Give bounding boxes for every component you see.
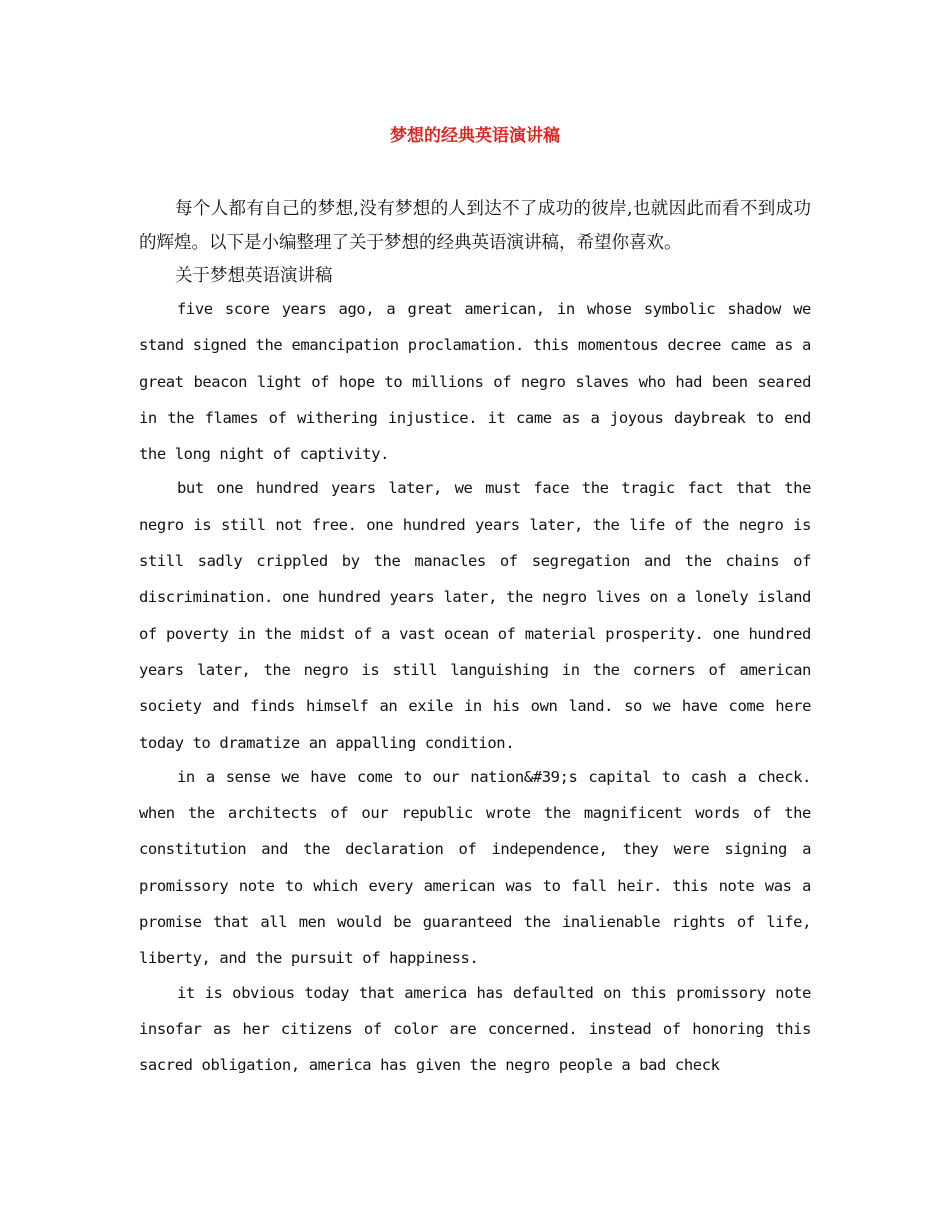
speech-paragraph-2: but one hundred years later, we must face the tragic fact that the negro is still not free. one hundred years later, the life of the negro is still sadly crippled by the manacles of segregation and the chains of discrimination. one hundred years later, the negro lives on a lonely island of poverty in the midst of a vast ocean of material prosperity. one hundred years later, the negro is still languishing in the corners of american society and finds himself an exile in his own land. so we have come here today to dramatize an appalling condition.: [139, 479, 811, 752]
speech-body: [139, 291, 811, 1082]
section-heading: 关于梦想英语演讲稿: [175, 266, 333, 286]
intro-paragraph: 每个人都有自己的梦想,没有梦想的人到达不了成功的彼岸,也就因此而看不到成功的辉煌。以下是小编整理了关于梦想的经典英语演讲稿，希望你喜欢。: [139, 199, 811, 253]
document-page: [139, 0, 811, 1230]
speech-paragraph-1: five score years ago, a great american, in whose symbolic shadow we stand signed the emancipation proclamation. this momentous decree came as a great beacon light of hope to millions of negro slaves who had been seared in the flames of withering injustice. it came as a joyous daybreak to end the long night of captivity.: [139, 300, 811, 464]
speech-paragraph-3: in a sense we have come to our nation&#39;s capital to cash a check. when the architects of our republic wrote the magnificent words of the constitution and the declaration of independence, they were signing a promissory note to which every american was to fall heir. this note was a promise that all men would be guaranteed the inalienable rights of life, liberty, and the pursuit of happiness.: [139, 767, 811, 968]
document-title: 梦想的经典英语演讲稿: [390, 126, 560, 146]
speech-paragraph-4: it is obvious today that america has defaulted on this promissory note insofar as her citizens of color are concerned. instead of honoring this sacred obligation, america has given the negro people a bad check: [139, 983, 811, 1075]
